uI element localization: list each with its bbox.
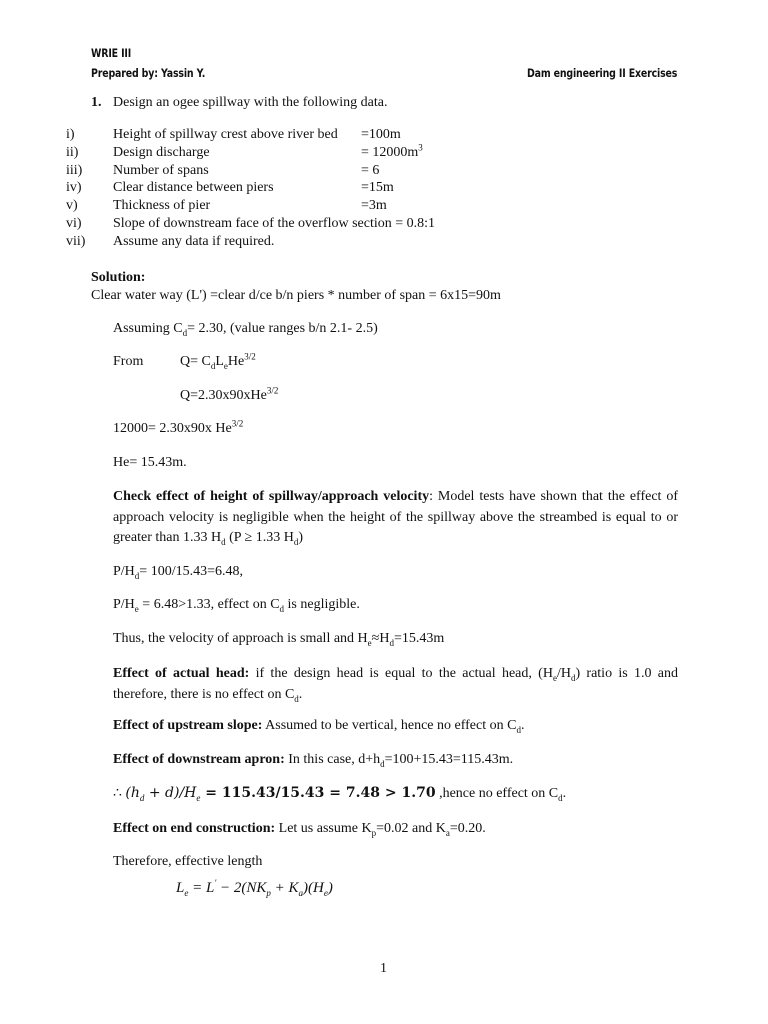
from-label: From xyxy=(113,354,144,369)
clear-waterway: Clear water way (L') =clear d/ce b/n piers * number of span = 6x15=90m xyxy=(91,288,501,303)
item-value: =100m xyxy=(361,127,401,142)
item-label: Slope of downstream face of the overflow section = 0.8:1 xyxy=(113,216,436,231)
question-text: Design an ogee spillway with the following data. xyxy=(113,95,388,110)
item-label: Clear distance between piers xyxy=(113,180,274,195)
ratio-p-hd: $P/H_d= 100/15.43=6.48$, xyxy=(113,564,243,581)
prepared-by: Prepared by: Yassin Y. xyxy=(91,66,206,80)
head-result: He= 15.43m. xyxy=(113,455,187,470)
item-value: = $12000m^3$ xyxy=(361,142,423,160)
course-code: WRIE III xyxy=(91,46,132,60)
effective-length-formula: $L_e = L' - 2(NK_p + K_a)(H_e)$ xyxy=(176,878,333,898)
upstream-slope-paragraph: Effect of upstream slope: Assumed to be vertical, hence no effect on $C_d$. xyxy=(113,718,525,735)
item-label: Thickness of pier xyxy=(113,198,211,213)
downstream-apron-paragraph: Effect of downstream apron: In this case, $d+h_d=100+15.43=115.43m$. xyxy=(113,752,514,769)
item-value: =3m xyxy=(361,198,387,213)
effective-length-label: Therefore, effective length xyxy=(113,854,263,869)
actual-head-paragraph: Effect of actual head: if the design head is equal to the actual head, $(H_e/H_d)$ ratio is 1.0 and therefore, there is no effect on $C_d$. xyxy=(113,666,678,704)
discharge-formula: $Q= C_dL_eHe^{3/2}$ xyxy=(180,351,256,371)
item-value: = 6 xyxy=(361,163,380,178)
approach-velocity-conclusion: Thus, the velocity of approach is small and $H_e\approx H_d=15.43m$ xyxy=(113,631,445,648)
ratio-p-he: $P/H_e = 6.48>1.33$, effect on $C_d$ is negligible. xyxy=(113,597,360,614)
item-roman: i) xyxy=(66,127,75,142)
item-label: Design discharge xyxy=(113,145,210,160)
item-label: Assume any data if required. xyxy=(113,234,275,249)
item-roman: ii) xyxy=(66,145,79,160)
discharge-substitution: Q=2.30x90xHe$^{3/2}$ xyxy=(180,385,279,403)
item-roman: iv) xyxy=(66,180,82,195)
page-number: 1 xyxy=(380,961,387,976)
item-value: =15m xyxy=(361,180,394,195)
item-label: Height of spillway crest above river bed xyxy=(113,127,338,142)
item-roman: iii) xyxy=(66,163,83,178)
discharge-equation: 12000= 2.30x90x $He^{3/2}$ xyxy=(113,418,244,436)
item-roman: v) xyxy=(66,198,78,213)
item-roman: vi) xyxy=(66,216,82,231)
apron-ratio-equation: ∴ $(h_d + d)/H_e = 115.43/15.43 = 7.48 > 1.70$ ,hence no effect on $C_d$. xyxy=(113,785,567,803)
item-label: Number of spans xyxy=(113,163,209,178)
end-contraction-paragraph: Effect on end construction: Let us assume $K_p=0.02$ and $K_a=0.20$. xyxy=(113,821,486,838)
question-number: 1. xyxy=(91,95,102,110)
item-roman: vii) xyxy=(66,234,86,249)
solution-heading: Solution: xyxy=(91,270,146,285)
assumed-coefficient: Assuming $C_d= 2.30$, (value ranges b/n 2.1- 2.5) xyxy=(113,321,378,338)
document-subject: Dam engineering II Exercises xyxy=(526,66,677,80)
approach-velocity-paragraph: Check effect of height of spillway/approach velocity: Model tests have shown that the effect of approach velocity is negligible when the height of the spillway above the streambed is equal to or greater than 1.33 $H_d$ (P ≥ 1.33 $H_d$) xyxy=(113,489,678,547)
